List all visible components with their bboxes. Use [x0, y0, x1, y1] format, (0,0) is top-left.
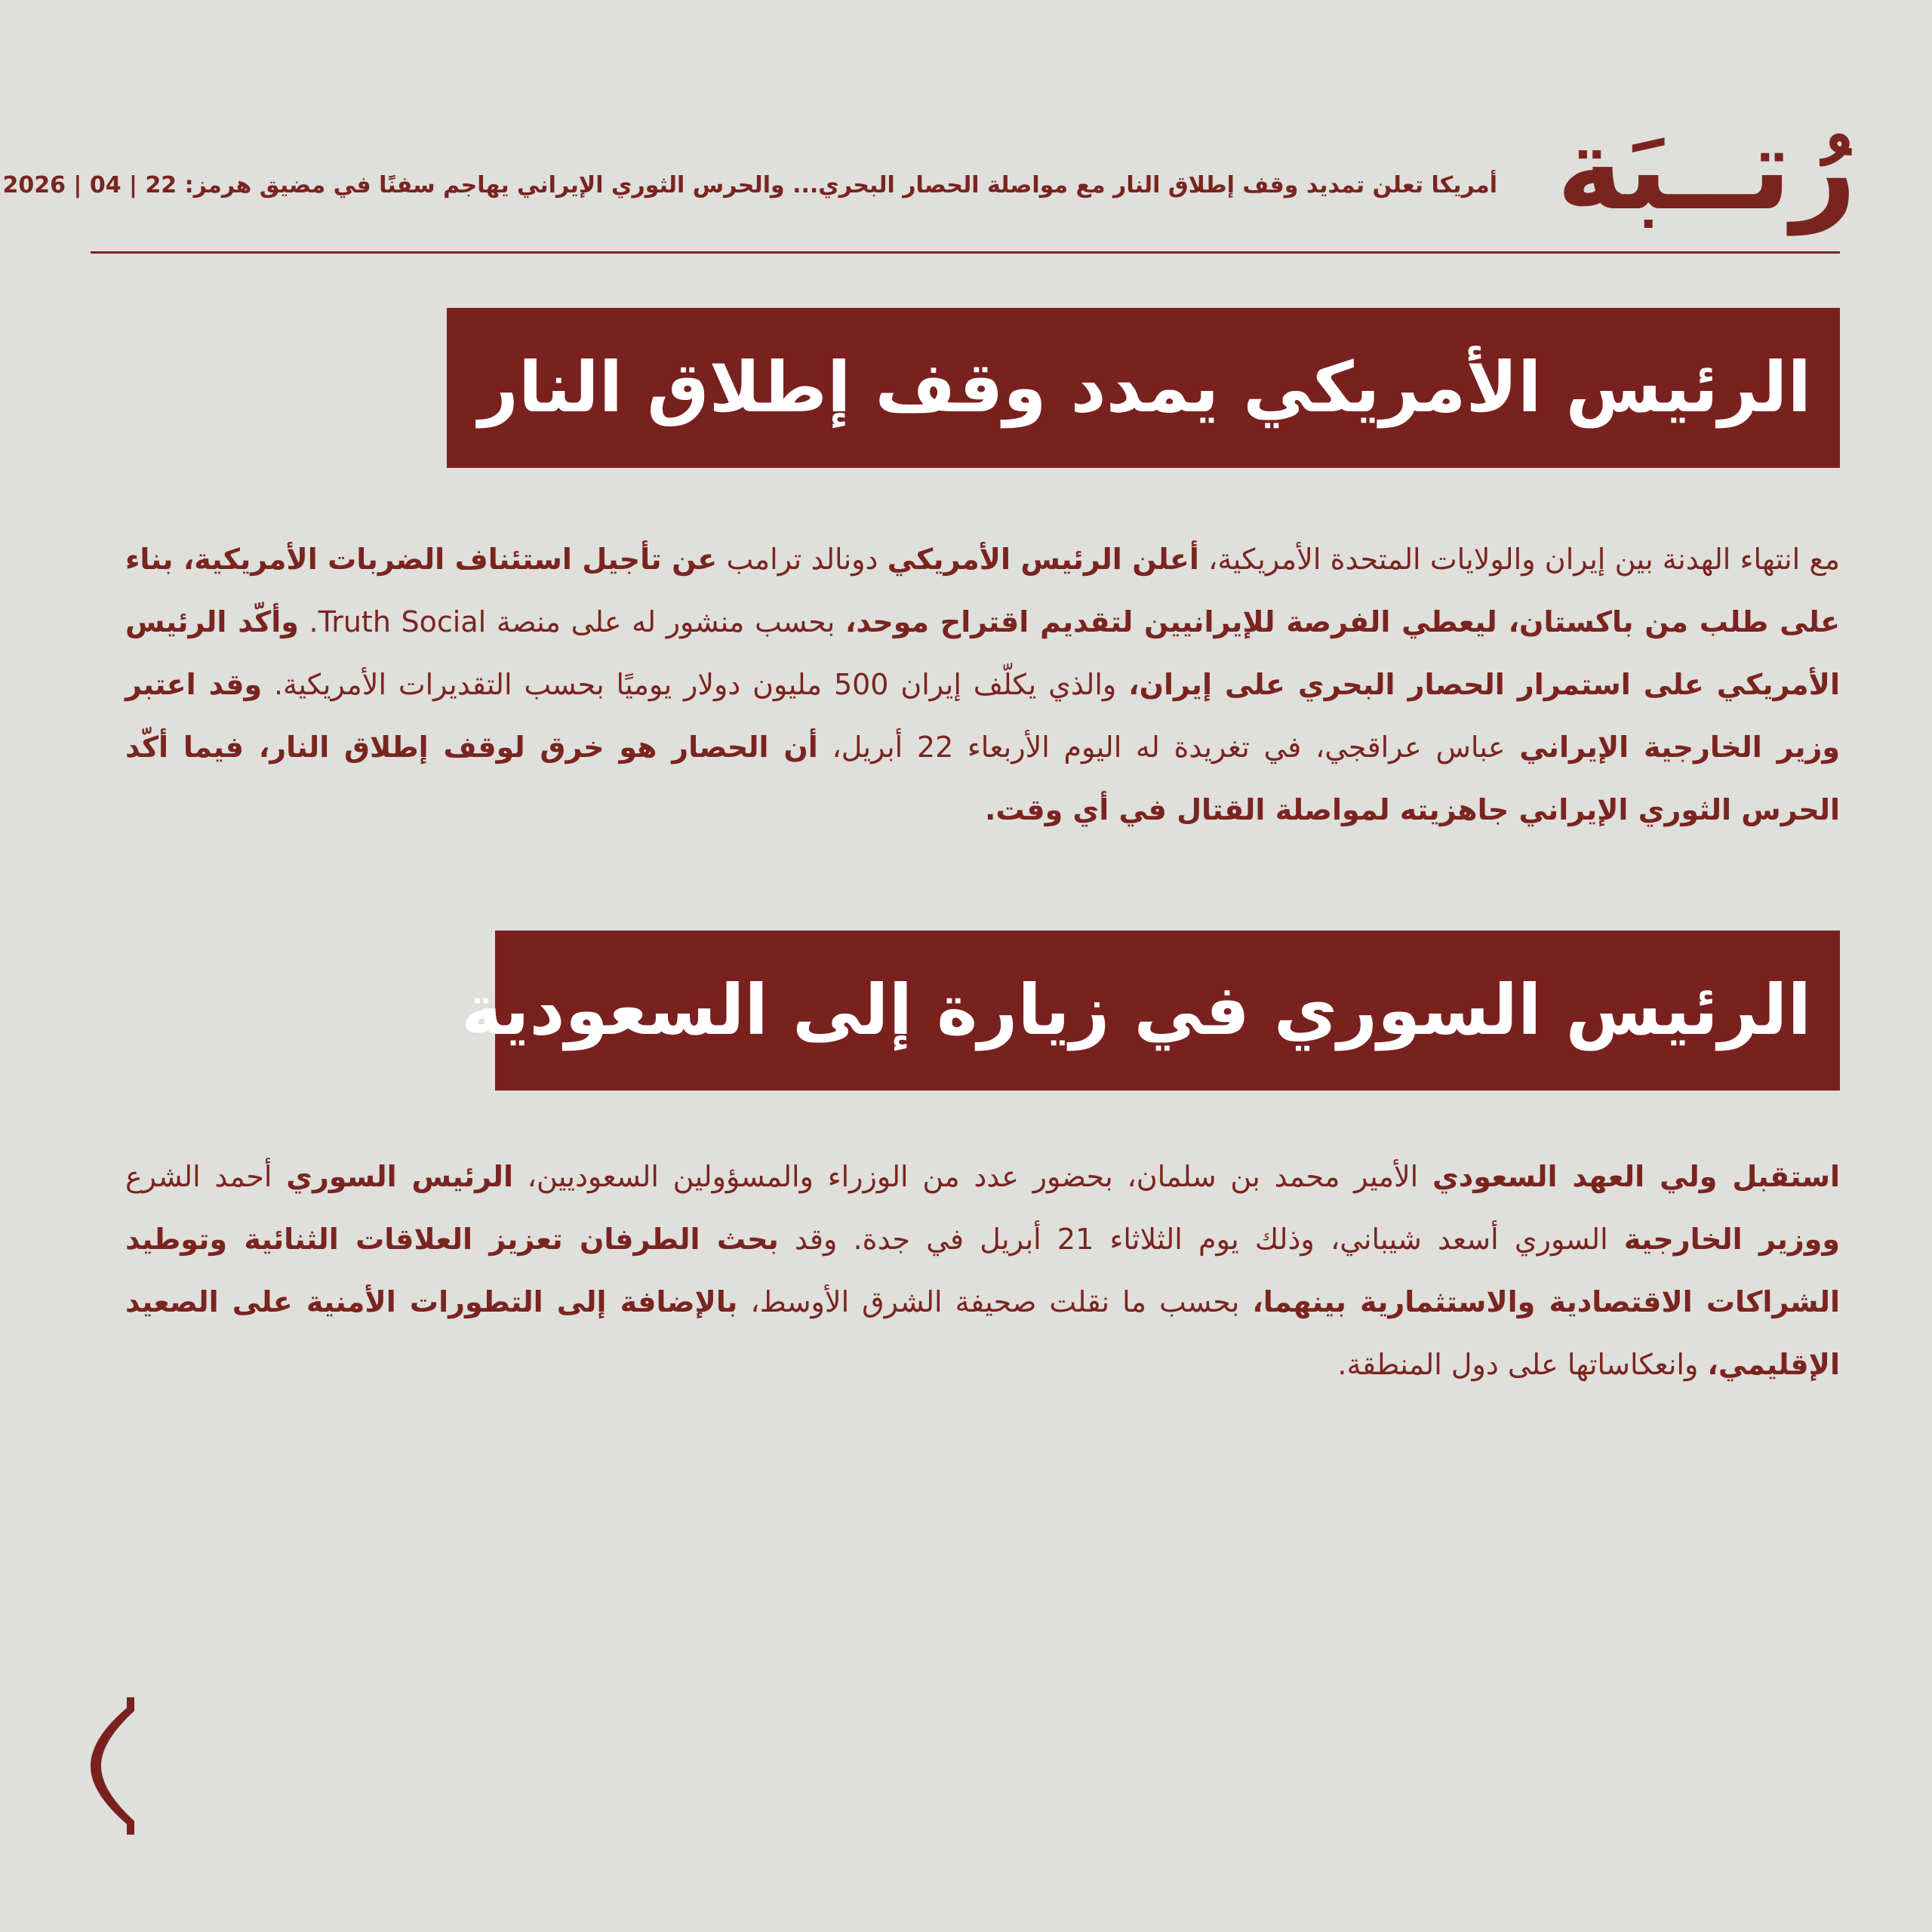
body-text: السوري أسعد شيباني، وذلك يوم الثلاثاء 21 أبريل في جدة. وقد: [778, 1223, 1624, 1256]
chevron-left-mark-icon: [83, 1694, 143, 1838]
body-text: عباس عراقجي، في تغريدة له اليوم الأربعاء 22 أبريل،: [817, 731, 1520, 764]
body-text-emphasis: وقد اعتبر وزير الخارجية الإيراني: [125, 668, 1840, 764]
body-text: أحمد الشرع: [125, 1160, 287, 1193]
story-2-headline: الرئيس السوري في زيارة إلى السعودية: [495, 931, 1840, 1091]
body-text: بحسب ما نقلت صحيفة الشرق الأوسط،: [737, 1285, 1253, 1318]
story-1-headline: الرئيس الأمريكي يمدد وقف إطلاق النار: [447, 308, 1840, 468]
body-text-emphasis: الرئيس السوري: [286, 1160, 513, 1193]
body-text-emphasis: عن تأجيل استئناف الضربات الأمريكية، بناء على طلب من باكستان، ليعطي الفرصة للإيرانيين لتقديم اقتراح موحد،: [125, 543, 1840, 638]
body-text: وانعكاساتها على دول المنطقة.: [1337, 1348, 1708, 1381]
brand-logo-text: رُتــبَة: [1556, 104, 1857, 235]
body-text: بحسب منشور له على منصة Truth Social.: [298, 605, 845, 638]
body-text: الأمير محمد بن سلمان، بحضور عدد من الوزراء والمسؤولين السعوديين،: [512, 1160, 1432, 1193]
body-text-emphasis: استقبل ولي العهد السعودي: [1432, 1160, 1841, 1193]
brand-logo: [1540, 104, 1857, 235]
story-2-body: [125, 1146, 1840, 1396]
body-text: والذي يكلّف إيران 500 مليون دولار يوميًا بحسب التقديرات الأمريكية.: [262, 668, 1129, 701]
body-text-emphasis: ووزير الخارجية: [1623, 1223, 1840, 1256]
body-text-emphasis: بحث الطرفان تعزيز العلاقات الثنائية وتوطيد الشراكات الاقتصادية والاستثمارية بينهما،: [125, 1223, 1840, 1318]
body-text-emphasis: بالإضافة إلى التطورات الأمنية على الصعيد الإقليمي،: [125, 1285, 1840, 1381]
header-ticker: أمريكا تعلن تمديد وقف إطلاق النار مع مواصلة الحصار البحري... والحرس الثوري الإيراني يهاجم سفنًا في مضيق هرمز: 22 | 04 | 2026: [2, 172, 1497, 198]
header-divider: [91, 251, 1840, 254]
body-text: دونالد ترامب: [717, 543, 888, 576]
body-text-emphasis: أن الحصار هو خرق لوقف إطلاق النار، فيما أكّد الحرس الثوري الإيراني جاهزيته لمواصلة القتال في أي وقت.: [125, 731, 1840, 826]
body-text: مع انتهاء الهدنة بين إيران والولايات المتحدة الأمريكية،: [1198, 543, 1840, 576]
body-text-emphasis: وأكّد الرئيس الأمريكي على استمرار الحصار البحري على إيران،: [125, 605, 1840, 701]
story-1-body: [125, 528, 1840, 841]
body-text-emphasis: أعلن الرئيس الأمريكي: [887, 543, 1199, 576]
